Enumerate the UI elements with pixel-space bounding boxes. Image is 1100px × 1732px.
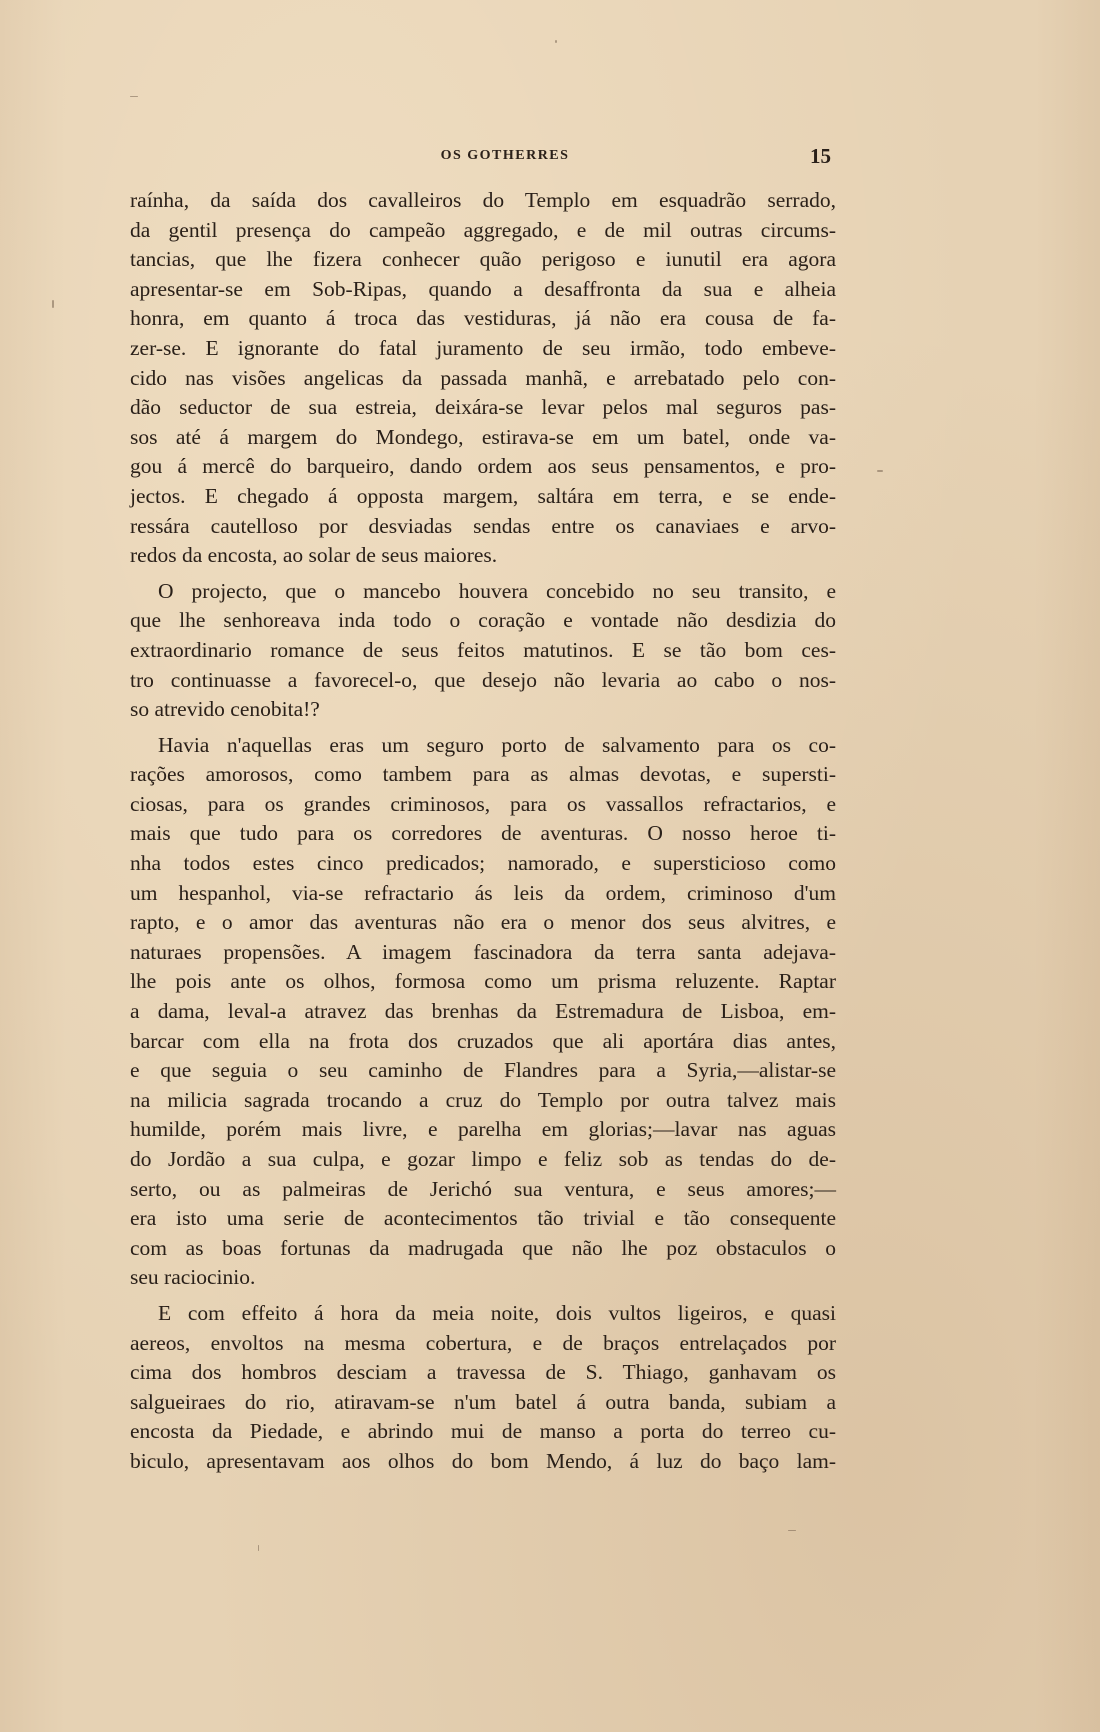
text-line: tro continuasse a favorecel-o, que desejo não levaria ao cabo o nos- (130, 667, 836, 692)
text-line: que lhe senhoreava inda todo o coração e vontade não desdizia do (130, 608, 836, 633)
running-title: OS GOTHERRES (440, 148, 570, 163)
text-line: Havia n'aquellas eras um seguro porto de salvamento para os co- (158, 732, 836, 757)
text-line: raínha, da saída dos cavalleiros do Templo em esquadrão serrado, (130, 188, 836, 212)
text-line: cima dos hombros desciam a travessa de S. Thiago, ganhavam os (130, 1360, 836, 1385)
text-line: zer-se. E ignorante do fatal juramento de seu irmão, todo embeve- (130, 335, 836, 360)
text-line: O projecto, que o mancebo houvera concebido no seu transito, e (158, 578, 836, 603)
text-line: E com effeito á hora da meia noite, dois vultos ligeiros, e quasi (158, 1300, 836, 1325)
running-head (0, 144, 1100, 172)
text-line: ressára cautelloso por desviadas sendas entre os canaviaes e arvo- (130, 513, 836, 538)
text-line: barcar com ella na frota dos cruzados que ali aportára dias antes, (130, 1028, 836, 1053)
page-number: 15 (810, 144, 831, 168)
text-line: humilde, porém mais livre, e parelha em glorias;—lavar nas aguas (130, 1117, 836, 1142)
text-line: rapto, e o amor das aventuras não era o menor dos seus alvitres, e (130, 910, 836, 935)
text-line: encosta da Piedade, e abrindo mui de manso a porta do terreo cu- (130, 1419, 836, 1444)
text-line: da gentil presença do campeão aggregado, e de mil outras circums- (130, 217, 836, 242)
text-line: salgueiraes do rio, atiravam-se n'um batel á outra banda, subiam a (130, 1389, 836, 1414)
text-line: a dama, leval-a atravez das brenhas da Estremadura de Lisboa, em- (130, 999, 836, 1024)
text-line: um hespanhol, via-se refractario ás leis da ordem, criminoso d'um (130, 880, 836, 905)
text-line: ciosas, para os grandes criminosos, para os vassallos refractarios, e (130, 791, 836, 816)
text-line: biculo, apresentavam aos olhos do bom Mendo, á luz do baço lam- (130, 1448, 836, 1473)
text-line: era isto uma serie de acontecimentos tão trivial e tão consequente (130, 1206, 836, 1231)
text-line: extraordinario romance de seus feitos matutinos. E se tão bom ces- (130, 637, 836, 662)
text-line: com as boas fortunas da madrugada que não lhe poz obstaculos o (130, 1235, 836, 1260)
text-line: sos até á margem do Mondego, estirava-se em um batel, onde va- (130, 424, 836, 449)
paragraph-1 (130, 186, 836, 571)
text-line: aereos, envoltos na mesma cobertura, e de braços entrelaçados por (130, 1330, 836, 1355)
paper-speck (130, 96, 138, 97)
text-line: redos da encosta, ao solar de seus maiores. (130, 543, 498, 568)
text-line: seu raciocinio. (130, 1265, 256, 1290)
text-line: cido nas visões angelicas da passada manhã, e arrebatado pelo con- (130, 365, 836, 390)
text-line: jectos. E chegado á opposta margem, saltára em terra, e se ende- (130, 483, 836, 508)
text-line: do Jordão a sua culpa, e gozar limpo e feliz sob as tendas do de- (130, 1147, 836, 1171)
text-line: rações amorosos, como tambem para as almas devotas, e supersti- (130, 762, 836, 787)
text-line: gou á mercê do barqueiro, dando ordem aos seus pensamentos, e pro- (130, 454, 836, 479)
paper-speck (258, 1545, 259, 1551)
text-line: e que seguia o seu caminho de Flandres para a Syria,—alistar-se (130, 1058, 836, 1083)
paragraph-3 (130, 731, 836, 1293)
paper-speck (52, 300, 54, 308)
text-line: naturaes propensões. A imagem fascinadora da terra santa adejava- (130, 939, 836, 964)
text-line: tancias, que lhe fizera conhecer quão perigoso e iunutil era agora (130, 247, 836, 272)
paragraph-2 (130, 577, 836, 725)
paper-speck (555, 40, 557, 43)
paper-speck (788, 1530, 796, 1531)
text-line: dão seductor de sua estreia, deixára-se levar pelos mal seguros pas- (130, 395, 836, 420)
body-text (130, 186, 836, 1477)
paragraph-4 (130, 1299, 836, 1477)
text-line: lhe pois ante os olhos, formosa como um prisma reluzente. Raptar (130, 969, 836, 994)
text-line: apresentar-se em Sob-Ripas, quando a desaffronta da sua e alheia (130, 276, 836, 301)
text-line: so atrevido cenobita!? (130, 697, 320, 722)
text-line: honra, em quanto á troca das vestiduras, já não era cousa de fa- (130, 306, 836, 331)
text-line: serto, ou as palmeiras de Jerichó sua ventura, e seus amores;— (130, 1176, 836, 1201)
text-line: mais que tudo para os corredores de aventuras. O nosso heroe ti- (130, 821, 836, 846)
text-line: nha todos estes cinco predicados; namorado, e supersticioso como (130, 851, 836, 876)
paper-speck (877, 470, 883, 472)
text-line: na milicia sagrada trocando a cruz do Templo por outra talvez mais (130, 1087, 836, 1112)
